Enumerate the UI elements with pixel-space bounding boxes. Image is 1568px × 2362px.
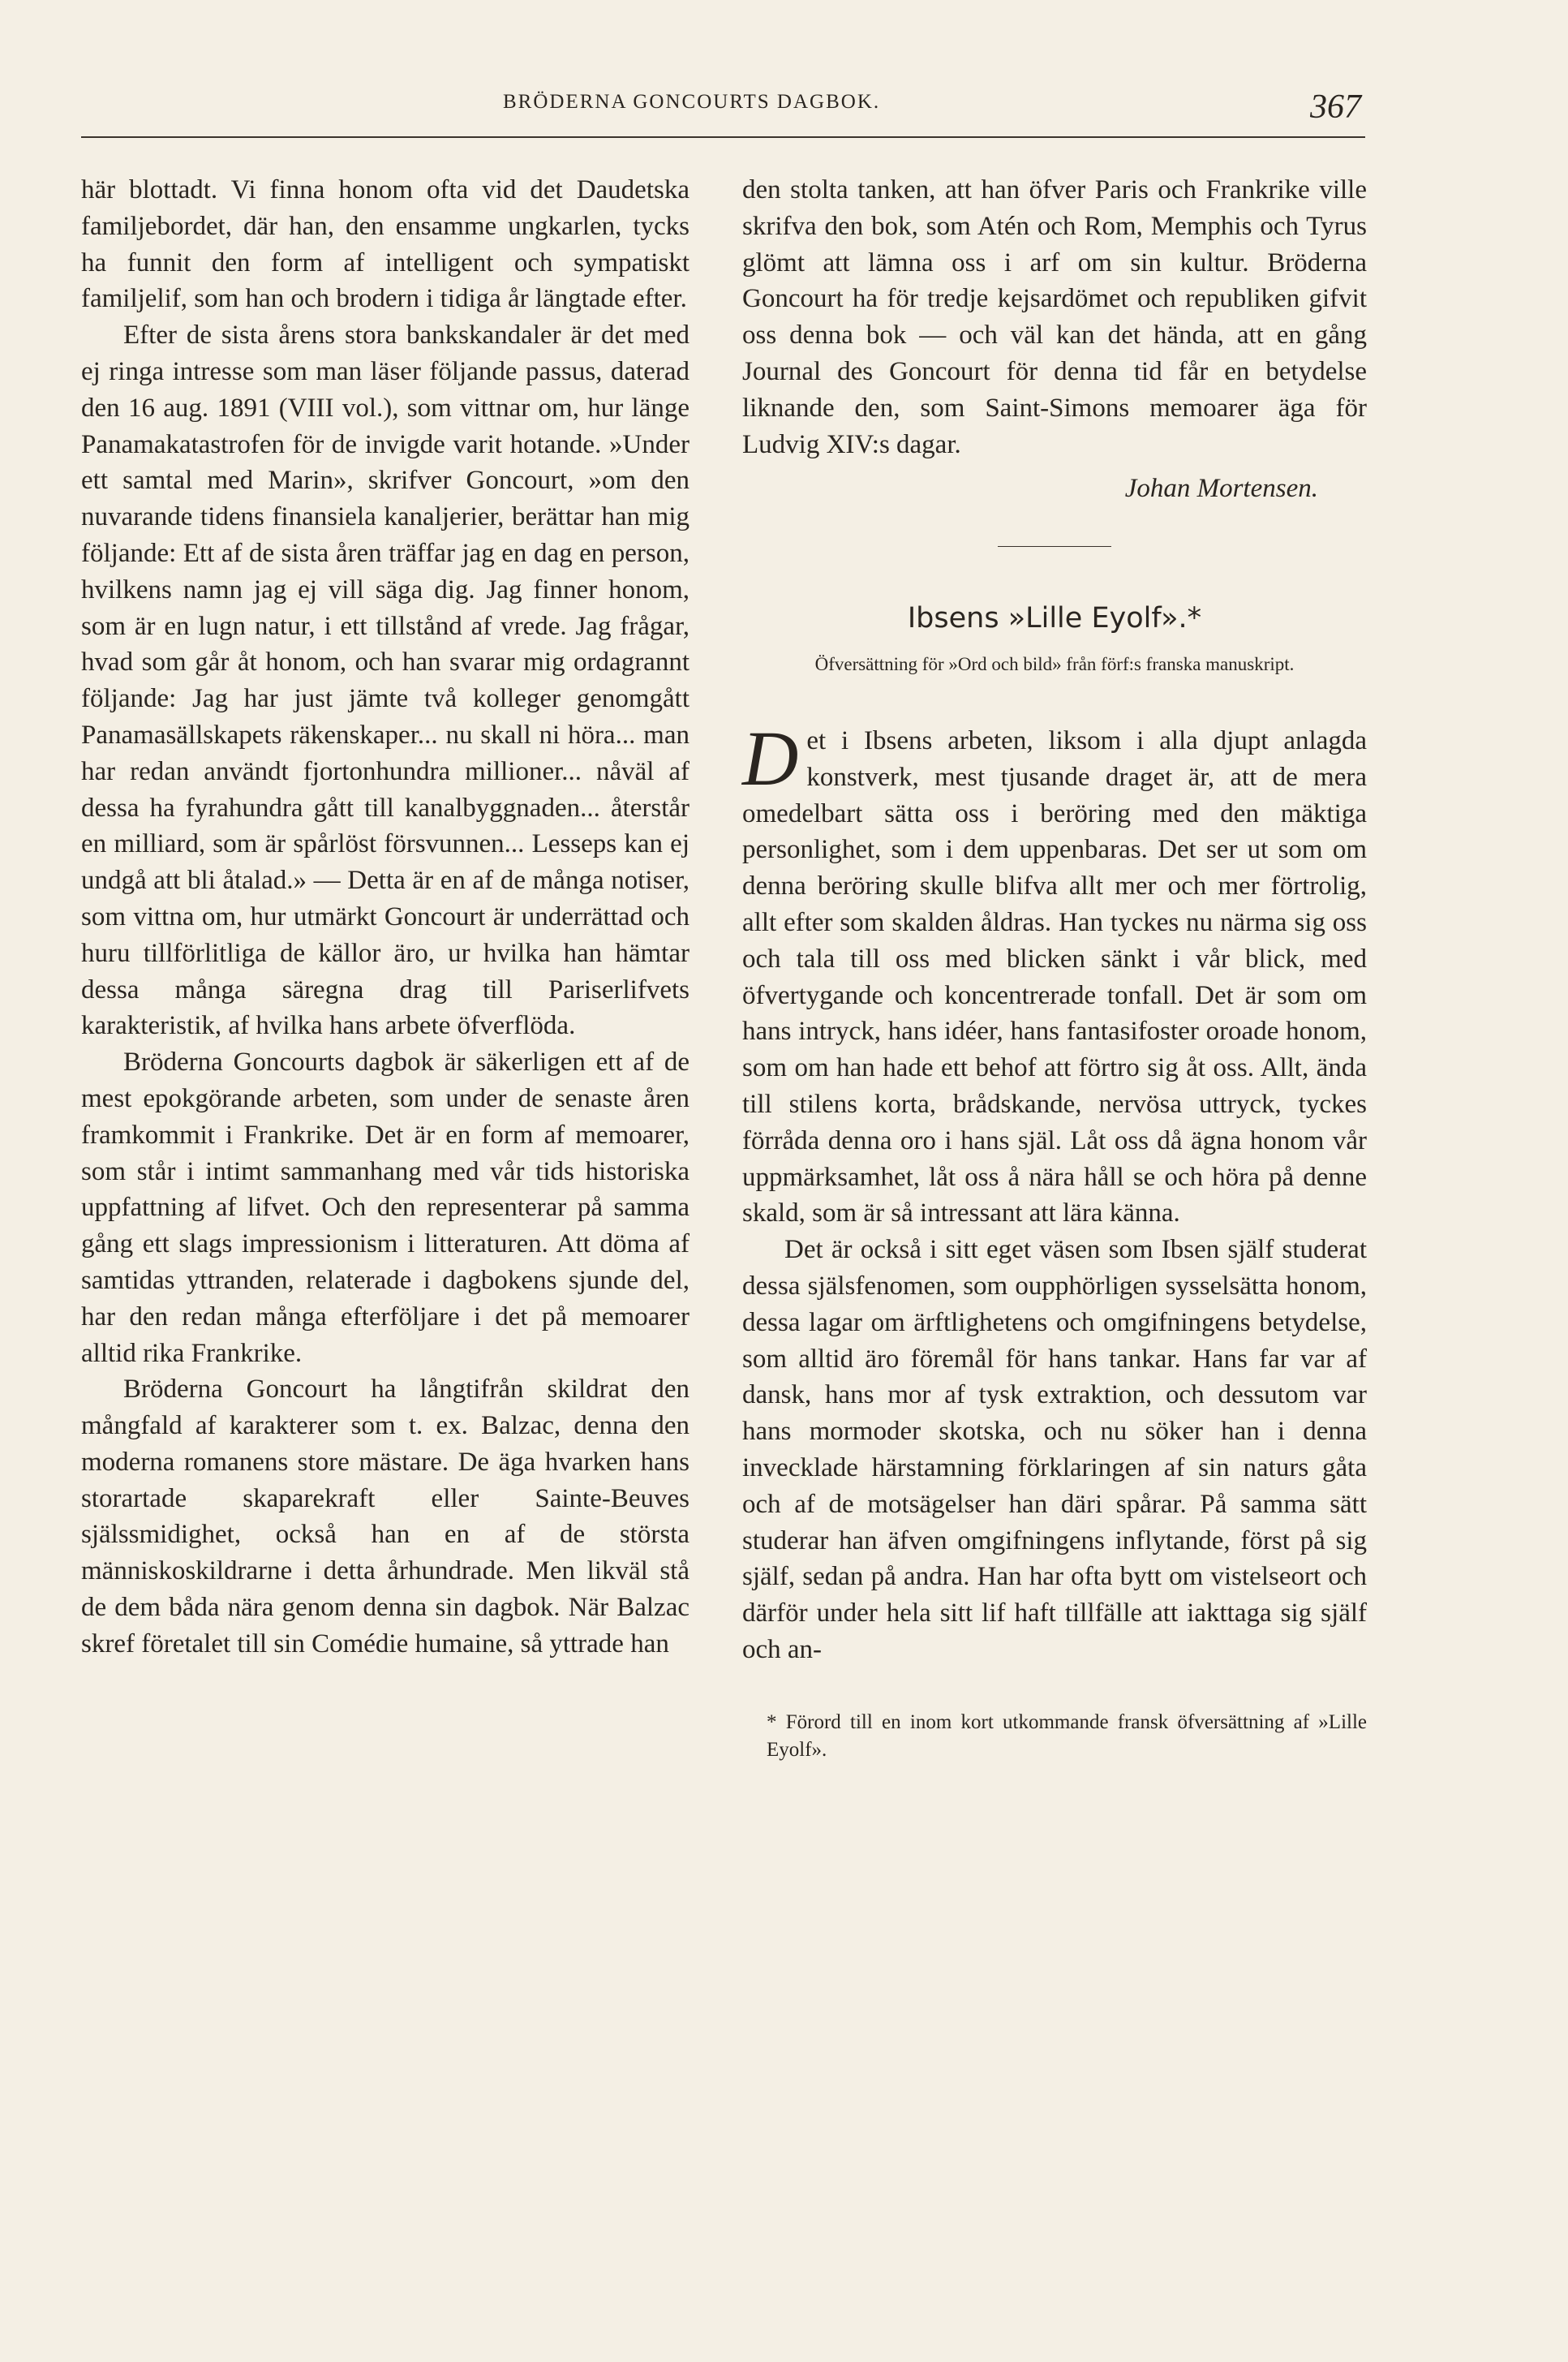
right-paragraph-3: Det är också i sitt eget väsen som Ibsen själf studerat dessa själsfenomen, som oupphörligen sysselsätta honom, dessa lagar om ärftlighetens och omgifningens betydelse, som alltid äro föremål för hans tankar. Hans far var af dansk, hans mor af tysk extraktion, och dessutom var hans mormoder skotska, och nu söker han i denna invecklade härstamning förklaringen af sin naturs gåta och af de motsägelser han däri spårar. På samma sätt studerar han äfven omgifningens inflytande, först på sig själf, sedan på andra. Han har ofta bytt om vistelseort och därför under hela sitt lif haft tillfälle att iakttaga sig själf och an- <box>742 1235 1367 1664</box>
left-paragraph-3: Bröderna Goncourts dagbok är säkerligen ett af de mest epokgörande arbeten, som under de senaste åren framkommit i Frankrike. Det är en form af memoarer, som står i intimt sammanhang med vår tids historiska uppfattning af lifvet. Och den representerar på samma gång ett slags impressionism i litteraturen. Att döma af samtidas yttranden, relaterade i dagbokens sjunde del, har den redan många efterföljare i det på memoarer alltid rika Frankrike. <box>81 1048 689 1368</box>
left-paragraph-4: Bröderna Goncourt ha långtifrån skildrat den mångfald af karakterer som t. ex. Balzac, denna den moderna romanens store mästare. De äga hvarken hans storartade skaparekraft eller Sainte-Beuves själssmidighet, också han en af de största människoskildrarne i detta århundrade. Men likväl stå de dem båda nära genom denna sin dagbok. När Balzac skref företalet till sin Comédie humaine, så yttrade han <box>81 1375 689 1659</box>
running-header: BRÖDERNA GONCOURTS DAGBOK. <box>503 91 881 113</box>
page-number: 367 <box>1310 88 1361 126</box>
footnote: * Förord till en inom kort utkommande fransk öfversättning af »Lille Eyolf». <box>767 1710 1367 1761</box>
left-paragraph-2: Efter de sista årens stora bankskandaler är det med ej ringa intresse som man läser följande passus, daterad den 16 aug. 1891 (VIII vol.), som vittnar om, hur länge Panamakatastrofen för de invigde varit hotande. »Under ett samtal med Marin», skrifver Goncourt, »om den nuvarande tidens finansiela kanaljerier, berättar han mig följande: Ett af de sista åren träffar jag en dag en person, hvilkens namn jag ej vill säga dig. Jag finner honom, som är en lugn natur, i ett tillstånd af vrede. Jag frågar, hvad som går åt honom, och han svarar mig ordagrannt följande: Jag har just jämte två kolleger genomgått Panamasällskapets räkenskaper... nu skall ni höra... man har redan användt fjortonhundra millioner... nåväl af dessa ha fyrahundra gått till kanalbyggnaden... återstår en milliard, som är spårlöst försvunnen... Lesseps kan ej undgå att bli åtalad.» — Detta är en af de många notiser, som vittna om, hur utmärkt Goncourt är underrättad och huru tillförlitliga de källor äro, ur hvilka han hämtar dessa många säregna drag till Pariserlifvets karakteristik, af hvilka hans arbete öfverflöda. <box>81 321 689 1041</box>
right-paragraph-2 <box>742 714 1367 1232</box>
right-paragraph-1: den stolta tanken, att han öfver Paris och Frankrike ville skrifva den bok, som Atén och Rom, Memphis och Tyrus glömt att lämna oss i arf om sin kultur. Bröderna Goncourt ha för tredje kejsardömet och republiken gifvit oss denna bok — och väl kan det hända, att en gång Journal des Goncourt för denna tid får en betydelse liknande den, som Saint-Simons memoarer äga för Ludvig XIV:s dagar. <box>742 175 1367 459</box>
left-column <box>81 172 689 1663</box>
author-signature: Johan Mortensen. <box>1124 474 1318 504</box>
article-title: Ibsens »Lille Eyolf».* <box>907 602 1202 635</box>
left-paragraph-1: här blottadt. Vi finna honom ofta vid det Daudetska familjebordet, där han, den ensamme ungkarlen, tycks ha funnit den form af intelligent och sympatiskt familjelif, som han och brodern i tidiga år längtade efter. <box>81 175 689 314</box>
header-rule <box>81 136 1365 138</box>
right-column <box>742 172 1367 1764</box>
section-divider <box>998 546 1111 547</box>
right-paragraph-2-text: et i Ibsens arbeten, liksom i alla djupt anlagda konstverk, mest tjusande draget är, att de mera omedelbart sätta oss i beröring med den mäktiga personlighet, som i dem uppenbaras. Det ser ut som om denna beröring skulle blifva allt mer och mer förtrolig, allt efter som skalden åldras. Han tyckes nu närma sig oss och tala till oss med blicken sänkt i vår blick, med öfvertygande och koncentrerade tonfall. Det är som om hans intryck, hans idéer, hans fantasifoster oroade honom, som om han hade ett behof att förtro sig åt oss. Allt, ända till stilens korta, brådskande, nervösa uttryck, tyckes förråda denna oro i hans själ. Låt oss då ägna honom vår uppmärksamhet, låt oss å nära håll se och höra på denne skald, som är så intressant att lära känna. <box>742 725 1367 1228</box>
drop-cap: D <box>742 714 799 802</box>
article-subtitle: Öfversättning för »Ord och bild» från förf:s franska manuskript. <box>814 653 1295 674</box>
